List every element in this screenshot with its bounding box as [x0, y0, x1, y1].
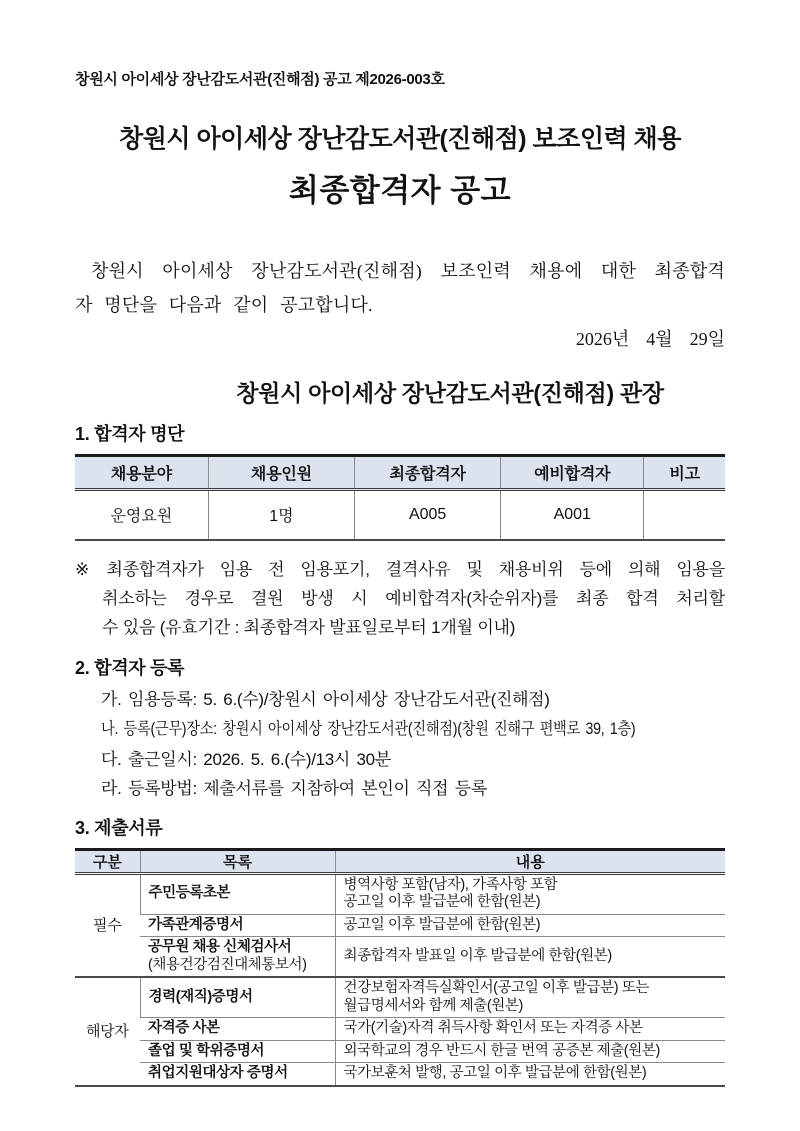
note-line-1-text: 최종합격자가 임용 전 임용포기, 결격사유 및 채용비위 등에 의해 임용을	[106, 559, 726, 579]
intro-line-2: 자 명단을 다음과 같이 공고합니다.	[75, 295, 373, 315]
intro-paragraph	[75, 254, 725, 322]
col-reserve-candidate: 예비합격자	[501, 456, 644, 490]
doc-name-cell	[140, 914, 335, 937]
doc-detail-cell	[335, 914, 725, 937]
group-label-required: 필수	[93, 916, 122, 934]
cell-reserve-candidate: A001	[501, 490, 644, 540]
col-document-name: 목록	[140, 849, 335, 873]
table-row	[75, 873, 725, 914]
announcement-date: 2026년 4월 29일	[575, 329, 725, 349]
cancellation-note	[75, 555, 725, 642]
doc-name-cell	[140, 873, 335, 914]
table-row	[75, 1063, 725, 1086]
intro-line-1: 창원시 아이세상 장난감도서관(진해점) 보조인력 채용에 대한 최종합격	[91, 261, 725, 281]
note-line-2: 취소하는 경우로 결원 방생 시 예비합격자(차순위자)를 최종 합격 처리할	[102, 588, 725, 608]
table-row	[75, 914, 725, 937]
documents-table	[75, 848, 725, 1087]
doc-detail-line: 월급명세서와 함께 제출(원본)	[343, 997, 523, 1014]
registration-item-ra: 라. 등록방법: 제출서류를 지참하여 본인이 직접 등록	[101, 779, 487, 798]
doc-name: 졸업 및 학위증명서	[148, 1042, 265, 1059]
cell-recruit-count: 1명	[208, 490, 354, 540]
title-line-2: 최종합격자 공고	[288, 173, 512, 208]
col-document-detail: 내용	[335, 849, 725, 873]
doc-detail-cell	[335, 977, 725, 1018]
document-title	[75, 119, 725, 210]
table-row	[75, 1040, 725, 1063]
cell-recruit-field: 운영요원	[110, 508, 173, 526]
notice-number: 창원시 아이세상 장난감도서관(진해점) 공고 제2026-003호	[75, 71, 445, 88]
candidates-table-row	[75, 490, 725, 540]
doc-name-sub: (채용건강검진대체통보서)	[148, 956, 307, 973]
title-line-1: 창원시 아이세상 장난감도서관(진해점) 보조인력 채용	[119, 125, 681, 153]
doc-name: 공무원 채용 신체검사서	[148, 939, 292, 955]
note-line-1	[75, 555, 725, 584]
reference-mark: ※	[75, 559, 101, 579]
doc-detail-cell	[335, 1040, 725, 1063]
registration-item-na-text: 나. 등록(근무)장소: 창원시 아이세상 장난감도서관(진해점)(창원 진해구 편백로 39, 1층)	[101, 720, 636, 738]
doc-detail-cell	[335, 937, 725, 978]
section2-heading: 2. 합격자 등록	[75, 657, 185, 678]
cell-final-candidate: A005	[355, 490, 501, 540]
doc-name-cell	[140, 937, 335, 978]
table-row	[75, 977, 725, 1018]
doc-detail-line: 국가(기술)자격 취득사항 확인서 또는 자격증 사본	[343, 1020, 643, 1036]
doc-name-cell	[140, 1018, 335, 1041]
doc-detail-cell	[335, 1063, 725, 1086]
col-category: 구분	[75, 849, 140, 873]
registration-item-ga: 가. 임용등록: 5. 6.(수)/창원시 아이세상 장난감도서관(진해점)	[101, 689, 550, 709]
table-row	[75, 1018, 725, 1041]
cell-remarks	[644, 490, 725, 540]
registration-item-na	[75, 714, 725, 745]
registration-list	[75, 685, 725, 804]
doc-detail-cell	[335, 873, 725, 914]
candidates-table-header-row	[75, 456, 725, 490]
doc-detail-line: 최종합격자 발표일 이후 발급분에 한함(원본)	[343, 947, 612, 964]
doc-name: 가족관계증명서	[148, 916, 244, 933]
doc-name: 자격증 사본	[148, 1020, 220, 1036]
registration-item-da: 다. 출근일시: 2026. 5. 6.(수)/13시 30분	[101, 749, 391, 769]
doc-name: 주민등록초본	[148, 885, 231, 902]
group-label-applicable: 해당자	[85, 1022, 129, 1040]
col-recruit-count: 채용인원	[208, 456, 354, 490]
doc-detail-line: 건강보험자격득실확인서(공고일 이후 발급분) 또는	[343, 980, 649, 996]
doc-name: 취업지원대상자 증명서	[148, 1065, 288, 1081]
doc-detail-line: 국가보훈처 발행, 공고일 이후 발급분에 한함(원본)	[343, 1065, 647, 1081]
section1-heading: 1. 합격자 명단	[75, 424, 185, 444]
col-final-candidate: 최종합격자	[355, 456, 501, 490]
note-line-3: 수 있음 (유효기간 : 최종합격자 발표일로부터 1개월 이내)	[102, 617, 516, 637]
section3-heading: 3. 제출서류	[75, 817, 163, 838]
doc-name: 경력(재직)증명서	[148, 988, 253, 1005]
doc-name-cell	[140, 1040, 335, 1063]
documents-table-header-row	[75, 849, 725, 873]
doc-name-cell	[140, 977, 335, 1018]
doc-detail-cell	[335, 1018, 725, 1041]
col-recruit-field: 채용분야	[75, 456, 208, 490]
doc-detail-line: 공고일 이후 발급분에 한함(원본)	[343, 916, 541, 933]
candidates-table	[75, 454, 725, 541]
doc-detail-line: 공고일 이후 발급분에 한함(원본)	[343, 894, 541, 910]
doc-name-cell	[140, 1063, 335, 1086]
col-remarks: 비고	[644, 456, 725, 490]
table-row	[75, 937, 725, 978]
signer-title: 창원시 아이세상 장난감도서관(진해점) 관장	[236, 380, 664, 406]
doc-detail-line: 외국학교의 경우 반드시 한글 번역 공증본 제출(원본)	[343, 1042, 660, 1059]
doc-detail-line: 병역사항 포함(남자), 가족사항 포함	[343, 876, 558, 893]
